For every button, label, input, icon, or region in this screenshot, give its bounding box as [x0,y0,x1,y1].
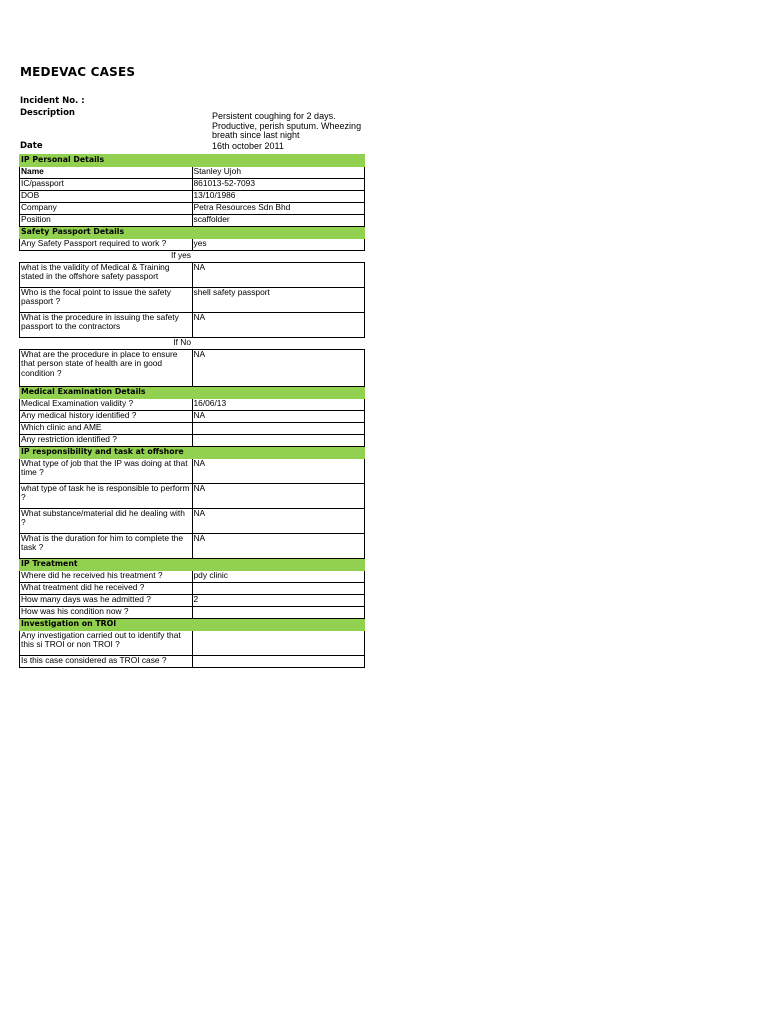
table-row [20,631,365,656]
description-value: Persistent coughing for 2 days. Productive, perish sputum. Wheezing breath since last night [212,111,362,140]
field-label: Position [20,215,193,227]
field-value[interactable]: NA [192,484,365,509]
field-label: Any investigation carried out to identify that this si TROI or non TROI ? [20,631,193,656]
table-row [20,411,365,423]
table-row [20,399,365,411]
table-row [20,239,365,251]
field-value[interactable]: NA [192,263,365,288]
field-value[interactable] [192,607,365,619]
section-title: Investigation on TROI [20,619,365,631]
page-title: MEDEVAC CASES [20,65,136,79]
field-value[interactable]: 861013-52-7093 [192,179,365,191]
field-value[interactable]: Stanley Ujoh [192,167,365,179]
field-value[interactable]: pdy clinic [192,571,365,583]
field-value[interactable]: NA [192,509,365,534]
field-value[interactable]: 2 [192,595,365,607]
field-label: Any medical history identified ? [20,411,193,423]
field-label: Any Safety Passport required to work ? [20,239,193,251]
field-value[interactable] [192,435,365,447]
table-row [20,435,365,447]
section-header-ip-responsibility [20,447,365,459]
table-row [20,179,365,191]
field-value[interactable]: NA [192,350,365,387]
table-row [20,288,365,313]
empty-cell [192,338,365,350]
section-header-investigation-troi [20,619,365,631]
table-row [20,534,365,559]
field-label: How was his condition now ? [20,607,193,619]
field-value[interactable]: NA [192,459,365,484]
field-value[interactable]: NA [192,534,365,559]
field-label: What is the procedure in issuing the safety passport to the contractors [20,313,193,338]
field-label: what type of task he is responsible to perform ? [20,484,193,509]
section-title: IP Personal Details [20,155,365,167]
field-value[interactable]: NA [192,313,365,338]
field-label: Company [20,203,193,215]
table-row [20,459,365,484]
condition-label: If yes [170,250,191,260]
field-label: DOB [20,191,193,203]
field-label: Where did he received his treatment ? [20,571,193,583]
condition-row [20,251,365,263]
field-label: What treatment did he received ? [20,583,193,595]
field-label: Who is the focal point to issue the safety passport ? [20,288,193,313]
condition-label: If No [173,337,191,347]
field-label: what is the validity of Medical & Training stated in the offshore safety passport [20,263,193,288]
description-label: Description [20,108,75,118]
field-value[interactable] [192,423,365,435]
table-row [20,191,365,203]
field-value[interactable]: 13/10/1986 [192,191,365,203]
table-row [20,313,365,338]
field-value[interactable] [192,656,365,668]
field-label: Any restriction identified ? [20,435,193,447]
table-row [20,350,365,387]
field-label: Which clinic and AME [20,423,193,435]
empty-cell [192,251,365,263]
field-value[interactable] [192,631,365,656]
table-row [20,263,365,288]
table-row [20,656,365,668]
field-label: What substance/material did he dealing with ? [20,509,193,534]
incident-no-label: Incident No. : [20,96,85,106]
table-row [20,167,365,179]
section-header-ip-treatment [20,559,365,571]
field-value[interactable]: NA [192,411,365,423]
section-header-medical-examination-details [20,387,365,399]
date-label: Date [20,141,43,151]
field-label: How many days was he admitted ? [20,595,193,607]
field-label: Medical Examination validity ? [20,399,193,411]
field-value[interactable]: Petra Resources Sdn Bhd [192,203,365,215]
table-row [20,509,365,534]
field-label: Name [20,167,193,179]
field-label: What is the duration for him to complete the task ? [20,534,193,559]
medevac-form-table [19,154,365,668]
table-row [20,607,365,619]
section-header-safety-passport-details [20,227,365,239]
table-row [20,484,365,509]
field-label: Is this case considered as TROI case ? [20,656,193,668]
table-row [20,423,365,435]
condition-row [20,338,365,350]
section-title: IP responsibility and task at offshore [20,447,365,459]
field-value[interactable]: shell safety passport [192,288,365,313]
field-label: What are the procedure in place to ensure that person state of health are in good condition ? [20,350,193,387]
section-title: Safety Passport Details [20,227,365,239]
field-value[interactable]: scaffolder [192,215,365,227]
table-row [20,215,365,227]
section-title: IP Treatment [20,559,365,571]
field-label: IC/passport [20,179,193,191]
table-row [20,203,365,215]
section-header-ip-personal-details [20,155,365,167]
field-value[interactable] [192,583,365,595]
table-row [20,583,365,595]
table-row [20,571,365,583]
date-value: 16th october 2011 [212,141,284,151]
field-value[interactable]: 16/06/13 [192,399,365,411]
table-row [20,595,365,607]
field-value[interactable]: yes [192,239,365,251]
field-label: What type of job that the IP was doing at that time ? [20,459,193,484]
section-title: Medical Examination Details [20,387,365,399]
